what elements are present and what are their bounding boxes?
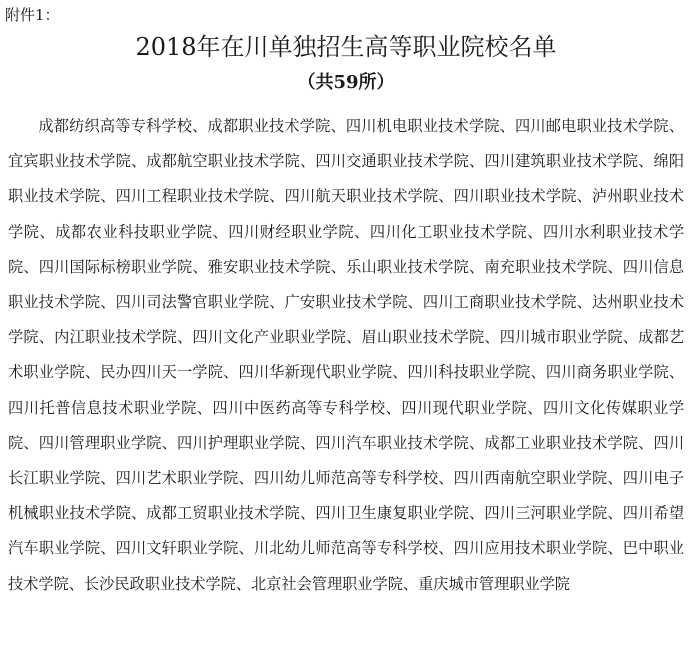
page-title: 2018年在川单独招生高等职业院校名单	[135, 33, 557, 61]
school-list-paragraph: 成都纺织高等专科学校、成都职业技术学院、四川机电职业技术学院、四川邮电职业技术学院、宜宾职业技术学院、成都航空职业技术学院、四川交通职业技术学院、四川建筑职业技术学院、绵阳职业技术学院、四川工程职业技术学院、四川航天职业技术学院、四川职业技术学院、泸州职业技术学院、成都农业科技职业学院、四川财经职业学院、四川化工职业技术学院、四川水利职业技术学院、四川国际标榜职业学院、雅安职业技术学院、乐山职业技术学院、南充职业技术学院、四川信息职业技术学院、四川司法警官职业学院、广安职业技术学院、四川工商职业技术学院、达州职业技术学院、内江职业技术学院、四川文化产业职业学院、眉山职业技术学院、四川城市职业学院、成都艺术职业学院、民办四川天一学院、四川华新现代职业学院、四川科技职业学院、四川商务职业学院、四川托普信息技术职业学院、四川中医药高等专科学校、四川现代职业学院、四川文化传媒职业学院、四川管理职业学院、四川护理职业学院、四川汽车职业技术学院、成都工业职业技术学院、四川长江职业学院、四川艺术职业学院、四川幼儿师范高等专科学校、四川西南航空职业学院、四川电子机械职业技术学院、成都工贸职业技术学院、四川卫生康复职业学院、四川三河职业学院、四川希望汽车职业学院、四川文轩职业学院、川北幼儿师范高等专科学校、四川应用技术职业学院、巴中职业技术学院、长沙民政职业技术学院、北京社会管理职业学院、重庆城市管理职业学院	[8, 117, 684, 593]
page-subtitle: （共59所）	[297, 72, 395, 93]
attachment-label: 附件1：	[5, 6, 60, 24]
